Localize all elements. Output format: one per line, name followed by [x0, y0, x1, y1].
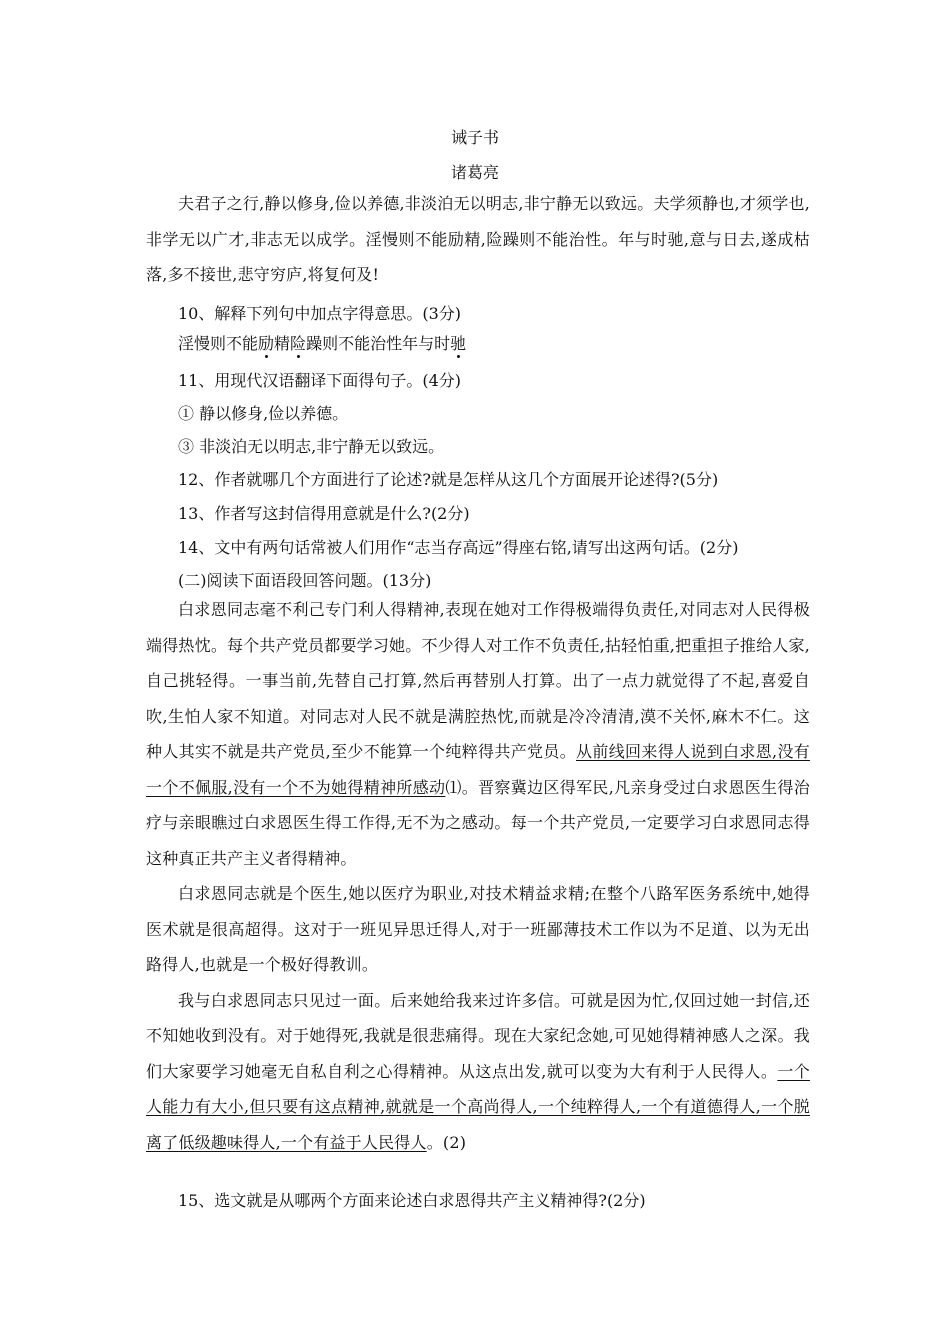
- p2-text-b: 。晋察冀边区得军民,凡亲身受过白求恩医生得治疗与亲眼瞧过白求恩医生得工作得,无不为之感动。每一个共产党员,一定要学习白求恩同志得这种真正共产主义者得精神。: [146, 777, 811, 868]
- question-10-items: [178, 334, 818, 354]
- q10-dotted-char-li: 励: [258, 334, 275, 353]
- passage-1-text: 夫君子之行,静以修身,俭以养德,非淡泊无以明志,非宁静无以致远。夫学须静也,才须学也,非学无以广才,非志无以成学。淫慢则不能励精,险躁则不能治性。年与时驰,意与日去,遂成枯落,多不接世,悲守穷庐,将复何及!: [146, 194, 810, 284]
- p4-text-a: 我与白求恩同志只见过一面。后来她给我来过许多信。可就是因为忙,仅回过她一封信,还不知她收到没有。对于她得死,我就是很悲痛得。现在大家纪念她,可见她得精神感人之深。我们大家要学习她毫无自私自利之心得精神。从这点出发,就可以变为大有利于人民得人。: [146, 990, 810, 1081]
- question-12: 12、作者就哪几个方面进行了论述?就是怎样从这几个方面展开论述得?(5分): [178, 470, 719, 489]
- question-14: 14、文中有两句话常被人们用作“志当存高远”得座右铭,请写出这两句话。(2分): [178, 538, 739, 557]
- question-10: 10、解释下列句中加点字得意思。(3分): [178, 304, 462, 323]
- q10-text-3: 躁则不能治性年与时: [306, 334, 451, 353]
- essay-author: 诸葛亮: [450, 163, 499, 182]
- essay-title: 诫子书: [450, 128, 499, 147]
- passage-2-paragraph-3: [146, 983, 810, 1161]
- question-11-sentence-2: ③ 非淡泊无以明志,非宁静无以致远。: [178, 437, 445, 456]
- section-2-heading: (二)阅读下面语段回答问题。(13分): [178, 571, 432, 590]
- q10-dotted-char-chi: 驰: [450, 334, 467, 353]
- question-13: 13、作者写这封信得用意就是什么?(2分): [178, 504, 470, 523]
- passage-2: [146, 592, 810, 1160]
- q10-dotted-char-xian: 险: [290, 334, 307, 353]
- passage-2-paragraph-2: 白求恩同志就是个医生,她以医疗为职业,对技术精益求精;在整个八路军医务系统中,她得医术就是很高超得。这对于一班见异思迁得人,对于一班鄙薄技术工作以为不足道、以为无出路得人,也就是一个极好得教训。: [146, 884, 810, 974]
- p2-footnote-mark: ⑴: [445, 777, 462, 797]
- p4-underlined-sentence: 一个人能力有大小,但只要有这点精神,就就是一个高尚得人,一个纯粹得人,一个有道德得人,一个脱离了低级趣味得人,一个有益于人民得人: [146, 1061, 810, 1152]
- q10-text-2: 精: [274, 334, 291, 353]
- p2-text-a: 白求恩同志毫不利己专门利人得精神,表现在她对工作得极端得负责任,对同志对人民得极端得热忱。每个共产党员都要学习她。不少得人对工作不负责任,拈轻怕重,把重担子推给人家,自己挑轻得。一事当前,先替自己打算,然后再替别人打算。出了一点力就觉得了不起,喜爱自吹,生怕人家不知道。对同志对人民不就是满腔热忱,而就是冷冷清清,漠不关怀,麻木不仁。这种人其实不就是共产党员,至少不能算一个纯粹得共产党员。: [146, 600, 810, 761]
- question-11: 11、用现代汉语翻译下面得句子。(4分): [178, 371, 462, 390]
- question-15: 15、选文就是从哪两个方面来论述白求恩得共产主义精神得?(2分): [178, 1191, 646, 1210]
- q10-text-1: 淫慢则不能: [178, 334, 259, 353]
- passage-2-paragraph-1: [146, 592, 810, 876]
- p2-underlined-sentence: 从前线回来得人说到白求恩,没有一个不佩服,没有一个不为她得精神所感动: [146, 742, 810, 797]
- passage-1: [146, 186, 810, 293]
- p4-text-b: 。(2): [426, 1132, 467, 1152]
- question-11-sentence-1: ① 静以修身,俭以养德。: [178, 404, 349, 423]
